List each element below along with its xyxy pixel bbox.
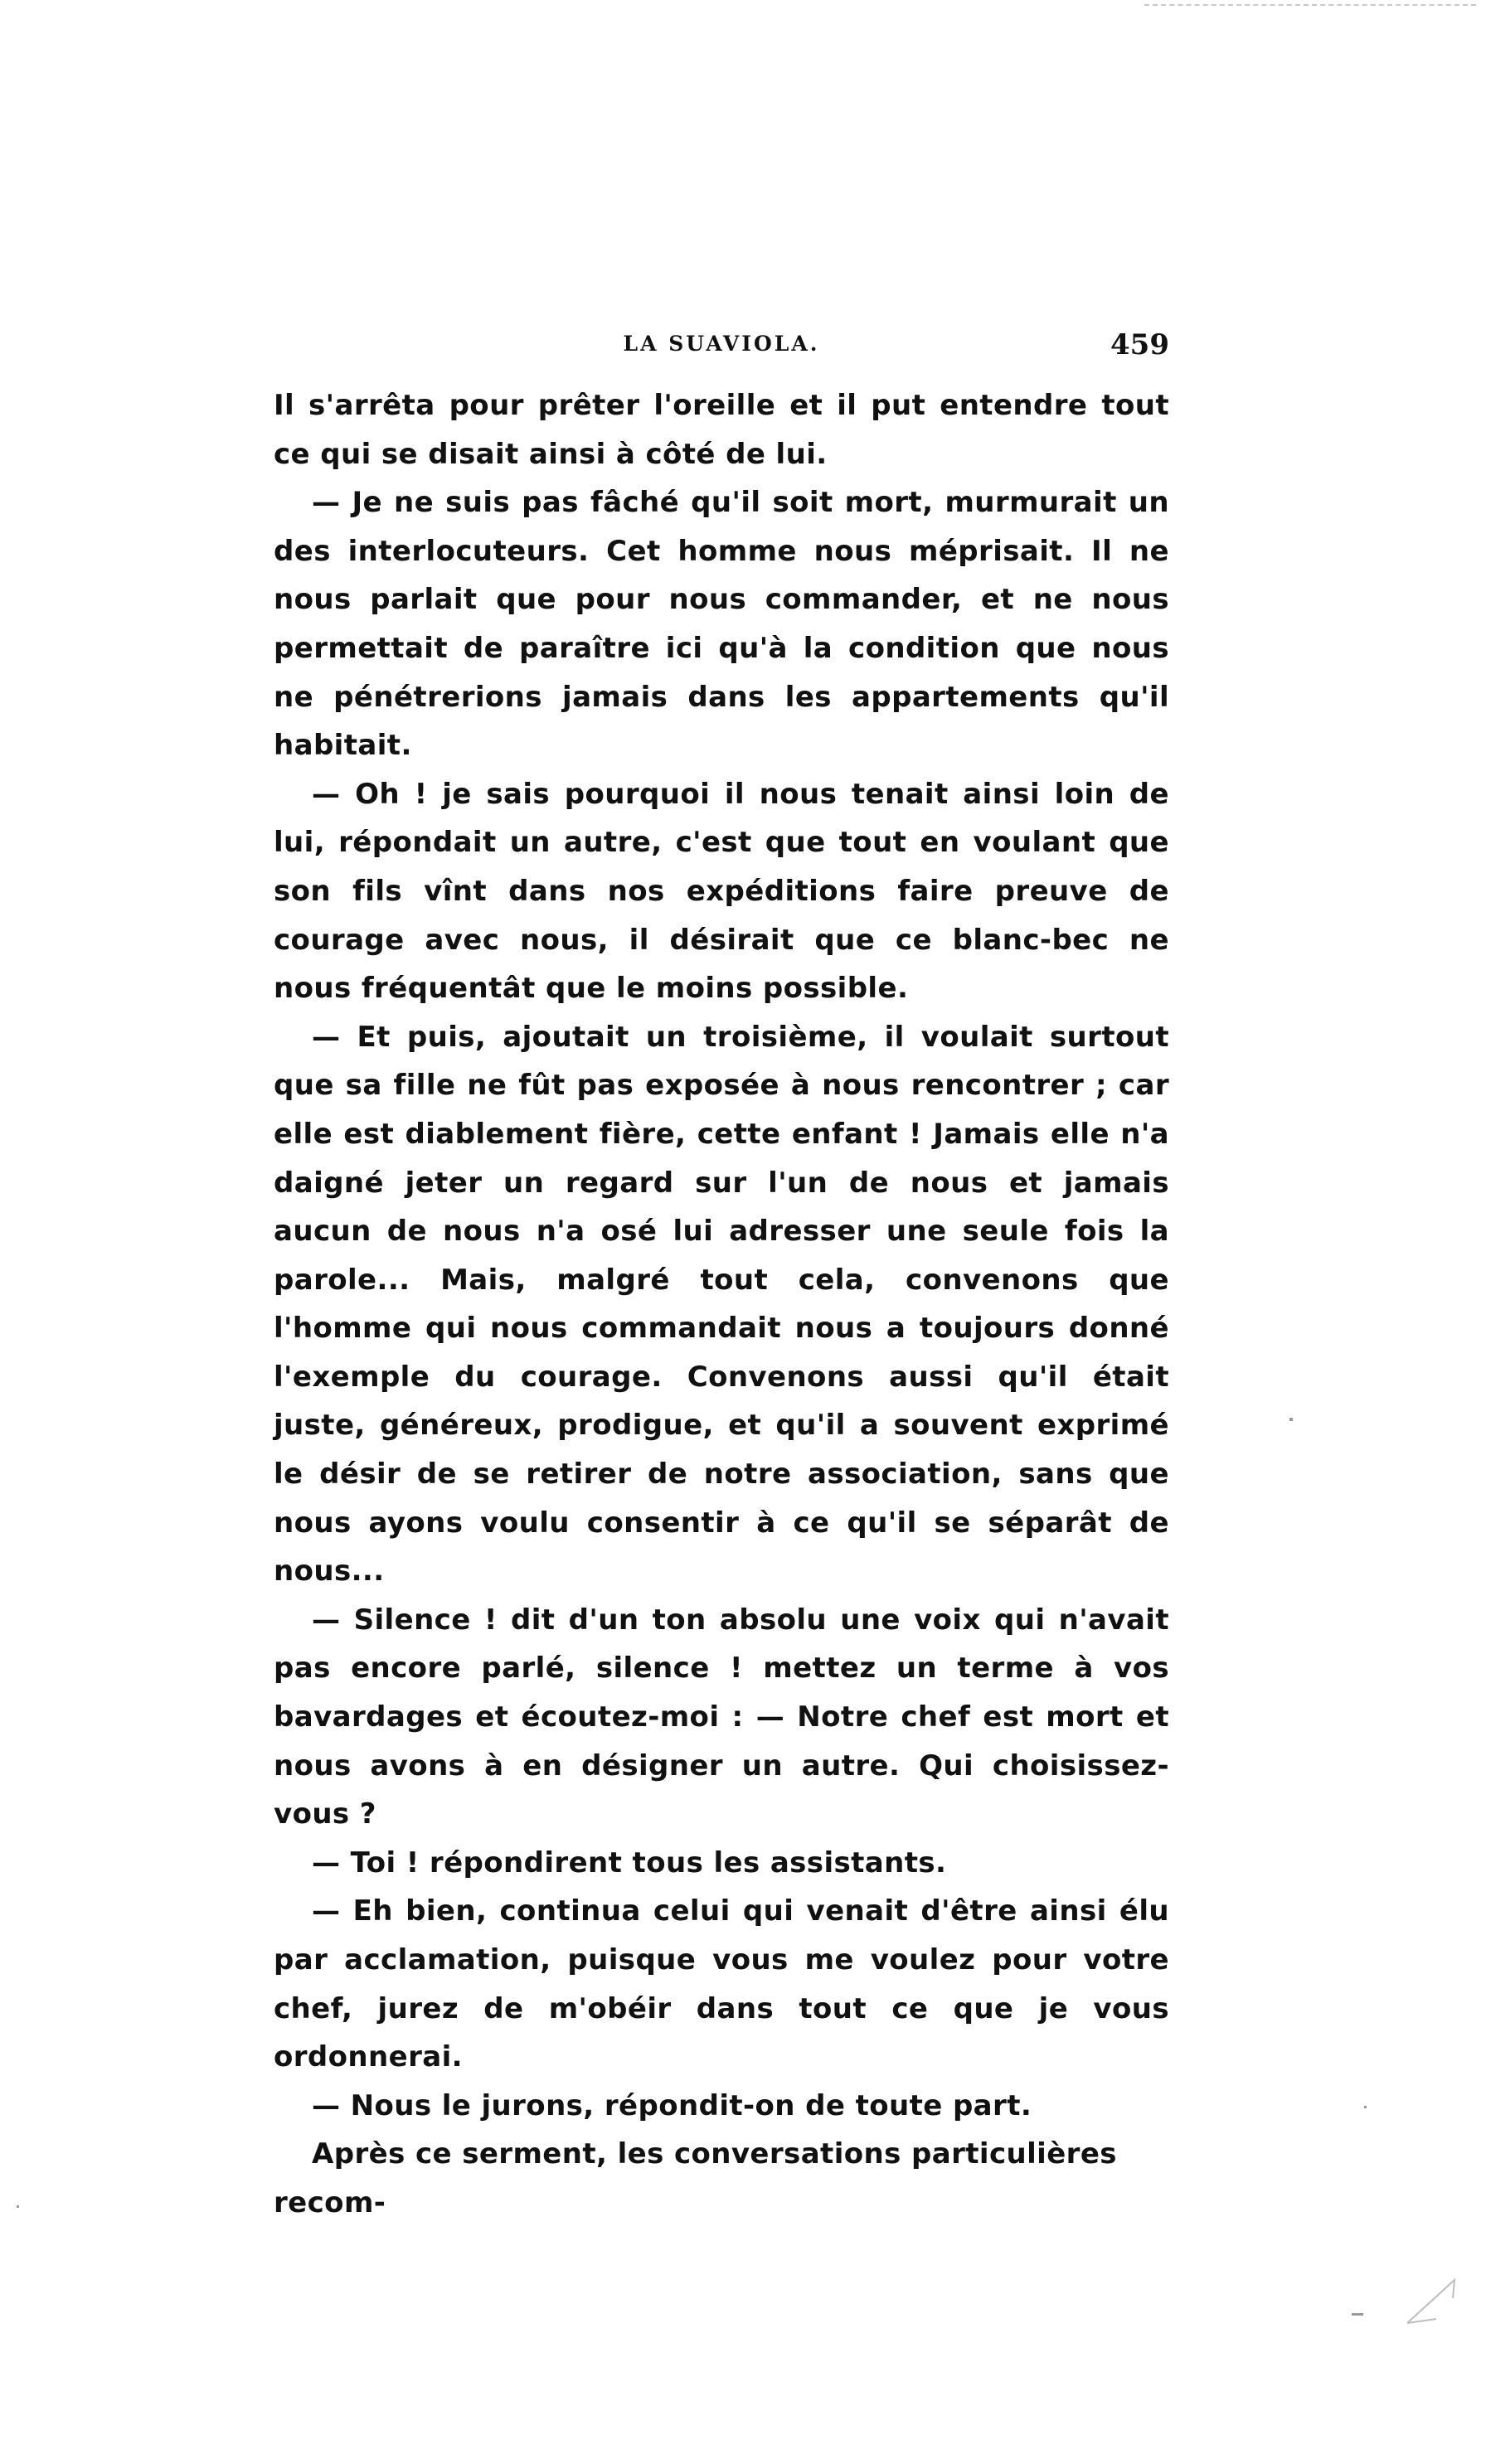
scan-corner-mark [1403, 2273, 1461, 2331]
paragraph: Il s'arrêta pour prêter l'oreille et il put entendre tout ce qui se disait ainsi à côté de lui. [274, 389, 1169, 471]
paragraph: — Oh ! je sais pourquoi il nous tenait ainsi loin de lui, répondait un autre, c'est que tout en voulant que son fils vînt dans nos expéditions faire preuve de courage avec nous, il désirait que ce blanc-bec ne nous fréquentât que le moins possible. [274, 777, 1169, 1006]
paragraph: — Nous le jurons, répondit-on de toute part. [312, 2088, 1032, 2122]
running-title: LA SUAVIOLA. [623, 332, 820, 356]
paragraph: — Eh bien, continua celui qui venait d'être ainsi élu par acclamation, puisque vous me voulez pour votre chef, jurez de m'obéir dans tout ce que je vous ordonnerai. [274, 1894, 1169, 2074]
scan-speck [17, 2205, 19, 2208]
paragraph: Après ce serment, les conversations particulières recom- [274, 2137, 1117, 2219]
paragraph: — Je ne suis pas fâché qu'il soit mort, murmurait un des interlocuteurs. Cet homme nous méprisait. Il ne nous parlait que pour nous commander, et ne nous permettait de paraître ici qu'à la condition que nous ne pénétrerions jamais dans les appartements qu'il habitait. [274, 486, 1169, 763]
paragraph: — Et puis, ajoutait un troisième, il voulait surtout que sa fille ne fût pas exposée à nous rencontrer ; car elle est diablement fière, cette enfant ! Jamais elle n'a daigné jeter un regard sur l'un de nous et jamais aucun de nous n'a osé lui adresser une seule fois la parole... Mais, malgré tout cela, convenons que l'homme qui nous commandait nous a toujours donné l'exemple du courage. Convenons aussi qu'il était juste, généreux, prodigue, et qu'il a souvent exprimé le désir de se retirer de notre association, sans que nous ayons voulu consentir à ce qu'il se séparât de nous... [274, 1020, 1169, 1589]
scan-edge-mark [1144, 4, 1476, 6]
paragraph: — Silence ! dit d'un ton absolu une voix qui n'avait pas encore parlé, silence ! mettez un terme à vos bavardages et écoutez-moi : — Notre chef est mort et nous avons à en désigner un autre. Qui choisissez-vous ? [274, 1603, 1169, 1831]
paragraph: — Toi ! répondirent tous les assistants. [312, 1846, 947, 1880]
scan-speck [1352, 2313, 1363, 2316]
scan-speck [1364, 2106, 1367, 2108]
page-number: 459 [1110, 328, 1169, 361]
scan-speck [1289, 1418, 1293, 1421]
running-header [274, 328, 1169, 373]
body-text [274, 381, 1169, 2228]
